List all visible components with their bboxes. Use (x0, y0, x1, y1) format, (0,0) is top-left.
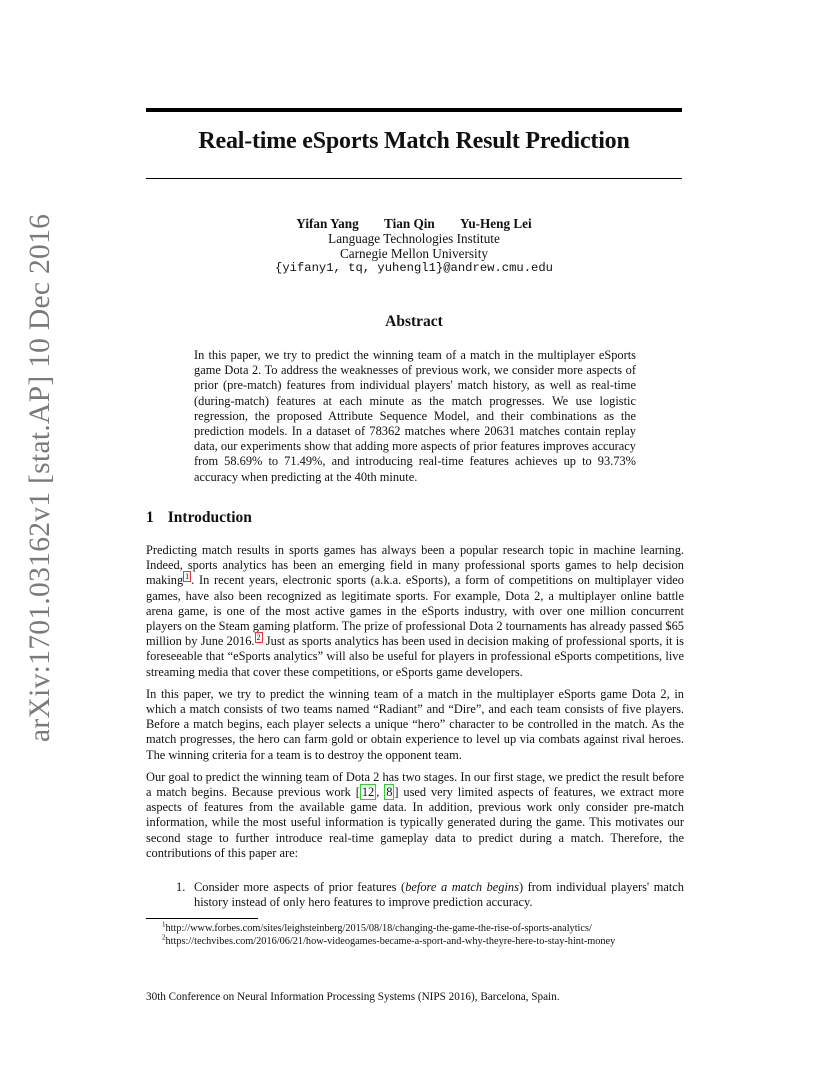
paragraph (146, 770, 684, 861)
arxiv-sidebar-stamp: arXiv:1701.03162v1 [stat.AP] 10 Dec 2016 (24, 213, 56, 742)
list-marker: 1. (176, 880, 186, 894)
citation-link[interactable]: 12 (361, 785, 375, 800)
author-name: Yu-Heng Lei (460, 216, 532, 231)
footnote-1 (146, 922, 684, 935)
abstract-body: In this paper, we try to predict the winning team of a match in the multiplayer eSports game Dota 2. To address the weaknesses of previous work, we consider more aspects of prior (pre-match) features from individual players' match history, as well as real-time (during-match) features at each minute as the match progresses. We use logistic regression, the proposed Attribute Sequence Model, and their combinations as the prediction models. In a dataset of 78362 matches where 20631 matches contain replay data, our experiments show that adding more aspects of prior features improves accuracy from 58.69% to 71.49%, and introducing real-time features achieves up to 93.73% accuracy when predicting at the 40th minute. (194, 348, 636, 484)
citation-link[interactable]: 8 (386, 785, 393, 800)
emphasis-text: before a match begins (405, 880, 519, 894)
paragraph (146, 543, 684, 680)
footnote-url[interactable]: http://www.forbes.com/sites/leighsteinberg/2015/08/18/changing-the-game-the-rise-of-sports-analytics/ (165, 923, 592, 934)
paragraph: In this paper, we try to predict the winning team of a match in the multiplayer eSports game Dota 2, in which a match consists of two teams named “Radiant” and “Dire”, and each team consists of five players. Before a match begins, each player selects a unique “hero” character to be controlled in the match. As the match progresses, the hero can farm gold or obtain experience to level up via combats against rival heroes. The winning criteria for a team is to destroy the opponent team. (146, 686, 684, 762)
list-item-text (194, 880, 684, 910)
text-run: Our goal to predict the winning team of Dota 2 has two stages. In our first stage, we predict the result before a match begins. Because previous work [ (146, 769, 684, 800)
footnote-mark: 2 (162, 933, 166, 942)
introduction-body (146, 543, 684, 868)
title-bottom-rule (146, 178, 682, 179)
author-name: Yifan Yang (296, 216, 359, 231)
section-number: 1 (146, 509, 154, 526)
author-name: Tian Qin (384, 216, 435, 231)
footnotes (146, 922, 684, 948)
author-block (146, 216, 682, 276)
text-run: Predicting match results in sports games has always been a popular research topic in machine learning. Indeed, sports analytics has been an emerging field in many professional sports games to help decision making (146, 543, 684, 588)
paper-title: Real-time eSports Match Result Prediction (198, 128, 630, 154)
text-run: . In recent years, electronic sports (a.k.a. eSports), a form of competitions on multiplayer video games, have also been recognized as legitimate sports. For example, Dota 2, a multiplayer online battle arena game, is one of the most active games in the eSports industry, with over one million concurrent players on the Steam gaming platform. The prize of professional Dota 2 tournaments has already passed $65 million by June 2016. (146, 573, 684, 649)
section-title: Introduction (167, 509, 252, 526)
author-emails: {yifany1, tq, yuhengl1}@andrew.cmu.edu (275, 261, 553, 275)
text-run: Just as sports analytics has been used in decision making of professional sports, it is foreseeable that “eSports analytics” will also be useful for players in professional eSports competitions, live streaming media that cover these competitions, or eSports game developers. (146, 634, 684, 679)
conference-note: 30th Conference on Neural Information Processing Systems (NIPS 2016), Barcelona, Spain. (146, 991, 560, 1003)
footnote-url[interactable]: https://techvibes.com/2016/06/21/how-videogames-became-a-sport-and-why-theyre-here-to-stay-hint-money (165, 936, 616, 947)
author-names (146, 216, 682, 231)
text-run: ] used very limited aspects of features, we extract more aspects of features from the available game data. In addition, previous work only consider pre-match information, while the most useful information is typically generated during the game. This motivates our second stage to further introduce real-time gameplay data to predict during a match. Therefore, the contributions of this paper are: (146, 785, 685, 860)
section-heading-introduction (146, 509, 252, 527)
title-top-rule (146, 108, 682, 112)
text-run: ) from individual players' match history instead of only hero features to improve prediction accuracy. (194, 880, 684, 910)
footnote-link[interactable]: 1 (185, 572, 190, 582)
affiliation-institute: Language Technologies Institute (328, 231, 500, 246)
footnote-mark: 1 (162, 920, 166, 929)
footnote-rule (146, 918, 258, 919)
footnote-2 (146, 935, 684, 948)
footnote-link[interactable]: 2 (256, 633, 261, 643)
contribution-list-item (176, 880, 684, 910)
affiliation-university: Carnegie Mellon University (340, 246, 488, 261)
abstract-heading: Abstract (385, 313, 443, 330)
text-run: Consider more aspects of prior features ( (194, 880, 406, 894)
text-run: , (376, 785, 385, 800)
